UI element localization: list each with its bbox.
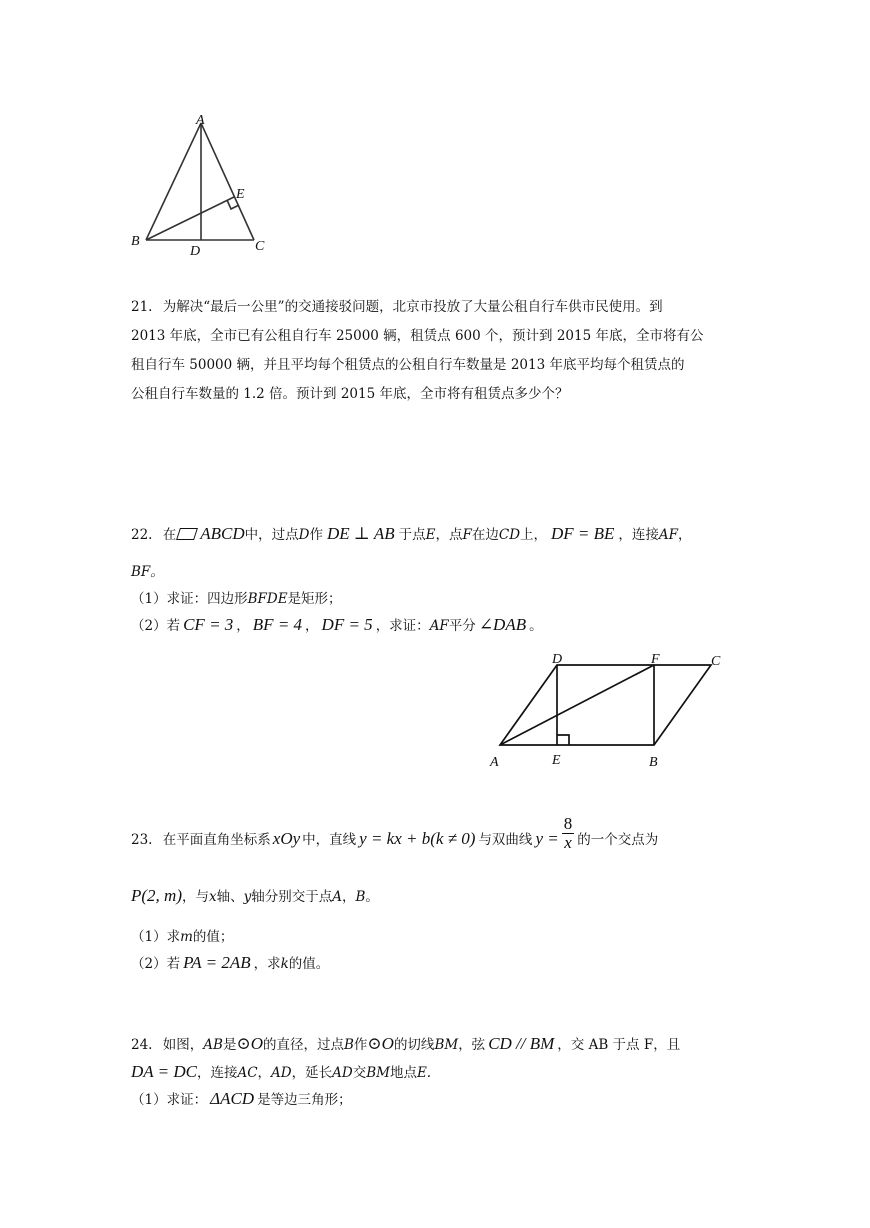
label-e: E — [552, 753, 561, 768]
label-c: C — [711, 654, 721, 669]
parallelogram-abcd — [500, 665, 711, 745]
q24-part-1: （1）求证： ΔACD 是等边三角形； — [131, 1089, 352, 1108]
label-b: B — [649, 755, 658, 770]
q24-cd-parallel-bm: CD // BM — [488, 1034, 555, 1053]
label-a: A — [196, 113, 205, 128]
q23-part-1: （1）求m的值； — [131, 929, 234, 945]
q23-point-p: P(2, m) — [131, 886, 182, 905]
q23-number: 23. — [131, 832, 153, 848]
label-a: A — [490, 755, 499, 770]
q22-abcd: ABCD — [200, 524, 245, 543]
segment-af — [500, 665, 654, 745]
q22-line-2: BF。 — [131, 564, 164, 580]
right-angle-mark-e — [557, 735, 569, 745]
q21-line-4: 公租自行车数量的 1.2 倍。预计到 2015 年底，全市将有租赁点多少个？ — [131, 386, 569, 402]
q22-part-2: （2）若 CF = 3 ， BF = 4 ， DF = 5 ，求证：AF平分 ∠DAB 。 — [131, 615, 543, 634]
label-b: B — [131, 234, 140, 249]
q24-da-eq-dc: DA = DC — [131, 1062, 197, 1081]
label-f: F — [651, 652, 660, 667]
q22-df-eq-be: DF = BE — [551, 524, 615, 543]
q22-part-1: （1）求证：四边形BFDE是矩形； — [131, 591, 342, 607]
q21-line-2: 2013 年底，全市已有公租自行车 25000 辆，租赁点 600 个，预计到 2015 年底，全市将有公 — [131, 328, 704, 344]
q23-part-2: （2）若 PA = 2AB ，求k的值。 — [131, 953, 330, 972]
label-c: C — [255, 239, 265, 254]
label-e: E — [236, 187, 245, 202]
q23-fraction: $\frac{8}{x}$ — [563, 814, 573, 852]
q22-de-perp-ab: DE ⊥ AB — [327, 524, 395, 543]
label-d: D — [552, 652, 563, 667]
q21-line-3: 租自行车 50000 辆，并且平均每个租赁点的公租自行车数量是 2013 年底平均每个租赁点的 — [131, 357, 685, 373]
q21-number: 21. — [131, 299, 153, 315]
q22-number: 22. — [131, 527, 153, 543]
q24-number: 24. — [131, 1037, 153, 1053]
q23-line-eq: y = kx + b(k ≠ 0) — [359, 829, 476, 848]
q21-line-1: 为解决“最后一公里”的交通接驳问题，北京市投放了大量公租自行车供市民使用。到 — [162, 299, 663, 315]
label-d: D — [190, 244, 201, 259]
